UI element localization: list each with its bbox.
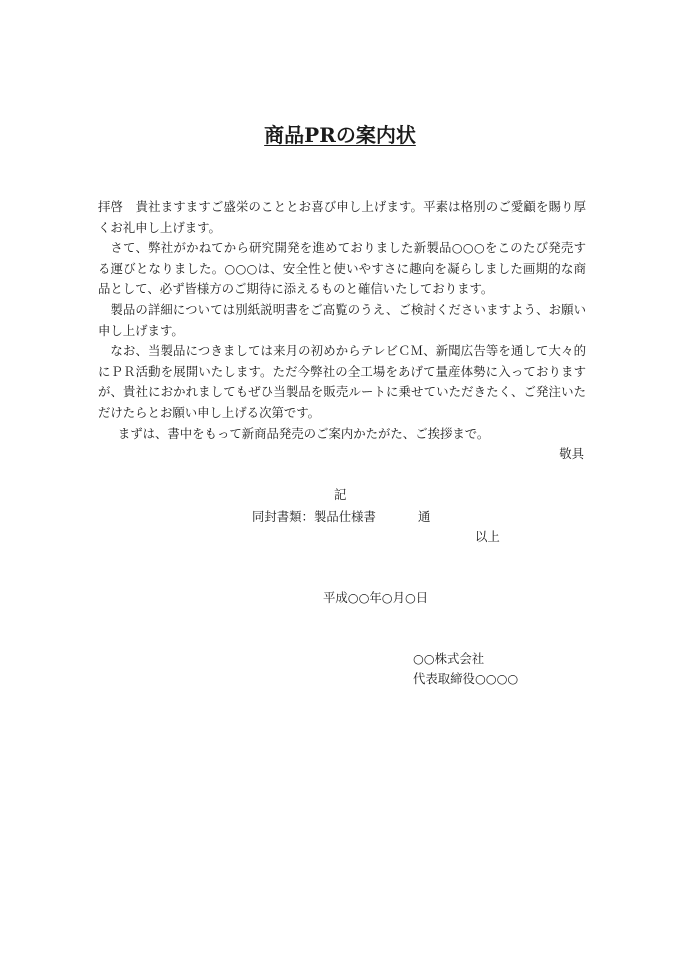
document-title: 商品PRの案内状 xyxy=(264,123,416,147)
representative-name: 代表取締役○○○○ xyxy=(413,671,519,686)
letter-date: 平成○○年○月○日 xyxy=(323,590,429,605)
paragraph-details-request: 製品の詳細については別紙説明書をご高覧のうえ、ご検討くださいますよう、お願い申し上げます。 xyxy=(98,301,586,338)
closing-keigu: 敬具 xyxy=(559,446,584,461)
company-name: ○○株式会社 xyxy=(413,651,485,666)
enclosure-label: 同封書類：製品仕様書 xyxy=(252,509,376,524)
paragraph-pr-activity: なお、当製品につきましては来月の初めからテレビＣＭ、新聞広告等を通して大々的にＰＲ活動を展開いたします。ただ今弊社の全工場をあげて量産体勢に入っておりますが、貴社におかれましてもぜひ当製品を販売ルートに乗せていただきたく、ご発注いただけたらとお願い申し上げる次第です。 xyxy=(98,343,586,420)
ijou-marker: 以上 xyxy=(475,529,500,544)
letter-body xyxy=(98,197,586,444)
paragraph-announcement: さて、弊社がかねてから研究開発を進めておりました新製品○○○をこのたび発売する運びとなりました。○○○は、安全性と使いやすさに趣向を凝らしました画期的な商品として、必ず皆様方のご期待に添えるものと確信いたしております。 xyxy=(98,240,586,297)
paragraph-closing-remark: まずは、書中をもって新商品発売のご案内かたがた、ご挨拶まで。 xyxy=(117,425,490,441)
enclosure-unit: 通 xyxy=(418,509,431,524)
paragraph-greeting: 拝啓 貴社ますますご盛栄のこととお喜び申し上げます。平素は格別のご愛顧を賜り厚くお礼申し上げます。 xyxy=(98,199,586,235)
ki-heading: 記 xyxy=(334,487,347,502)
